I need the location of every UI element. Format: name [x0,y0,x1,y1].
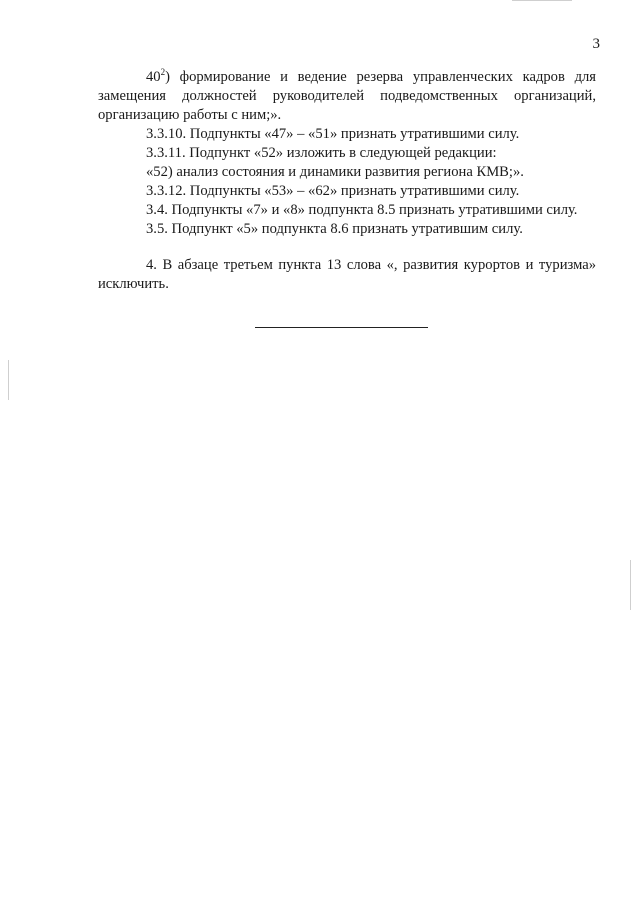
paragraph-3-3-11: 3.3.11. Подпункт «52» изложить в следующей редакции: [146,145,497,161]
scan-artifact-right-edge [630,560,631,610]
scan-artifact-left-edge [8,360,9,400]
scan-artifact-top [512,0,572,1]
paragraph-3-4: 3.4. Подпункты «7» и «8» подпункта 8.5 признать утратившими силу. [146,202,578,218]
item-number: 40 [146,69,161,85]
paragraph-3-3-10: 3.3.10. Подпункты «47» – «51» признать утратившими силу. [146,126,520,142]
paragraph-3-3-12: 3.3.12. Подпункты «53» – «62» признать утратившими силу. [146,183,520,199]
paragraph-gap [98,239,596,256]
end-divider-line [255,327,428,328]
document-body [98,68,596,294]
paragraph-quoted-52: «52) анализ состояния и динамики развития региона КМВ;». [146,164,524,180]
paragraph-3-5: 3.5. Подпункт «5» подпункта 8.6 признать утратившим силу. [146,221,523,237]
page-number: 3 [592,36,600,52]
item-text: ) формирование и ведение резерва управленческих кадров для замещения должностей руководителей подведомственных организаций, организацию работы с ним;». [98,69,596,123]
paragraph-4: 4. В абзаце третьем пункта 13 слова «, развития курортов и туризма» исключить. [98,257,596,292]
item-superscript: 2 [160,67,166,78]
paragraph-item-40-2 [98,68,596,125]
